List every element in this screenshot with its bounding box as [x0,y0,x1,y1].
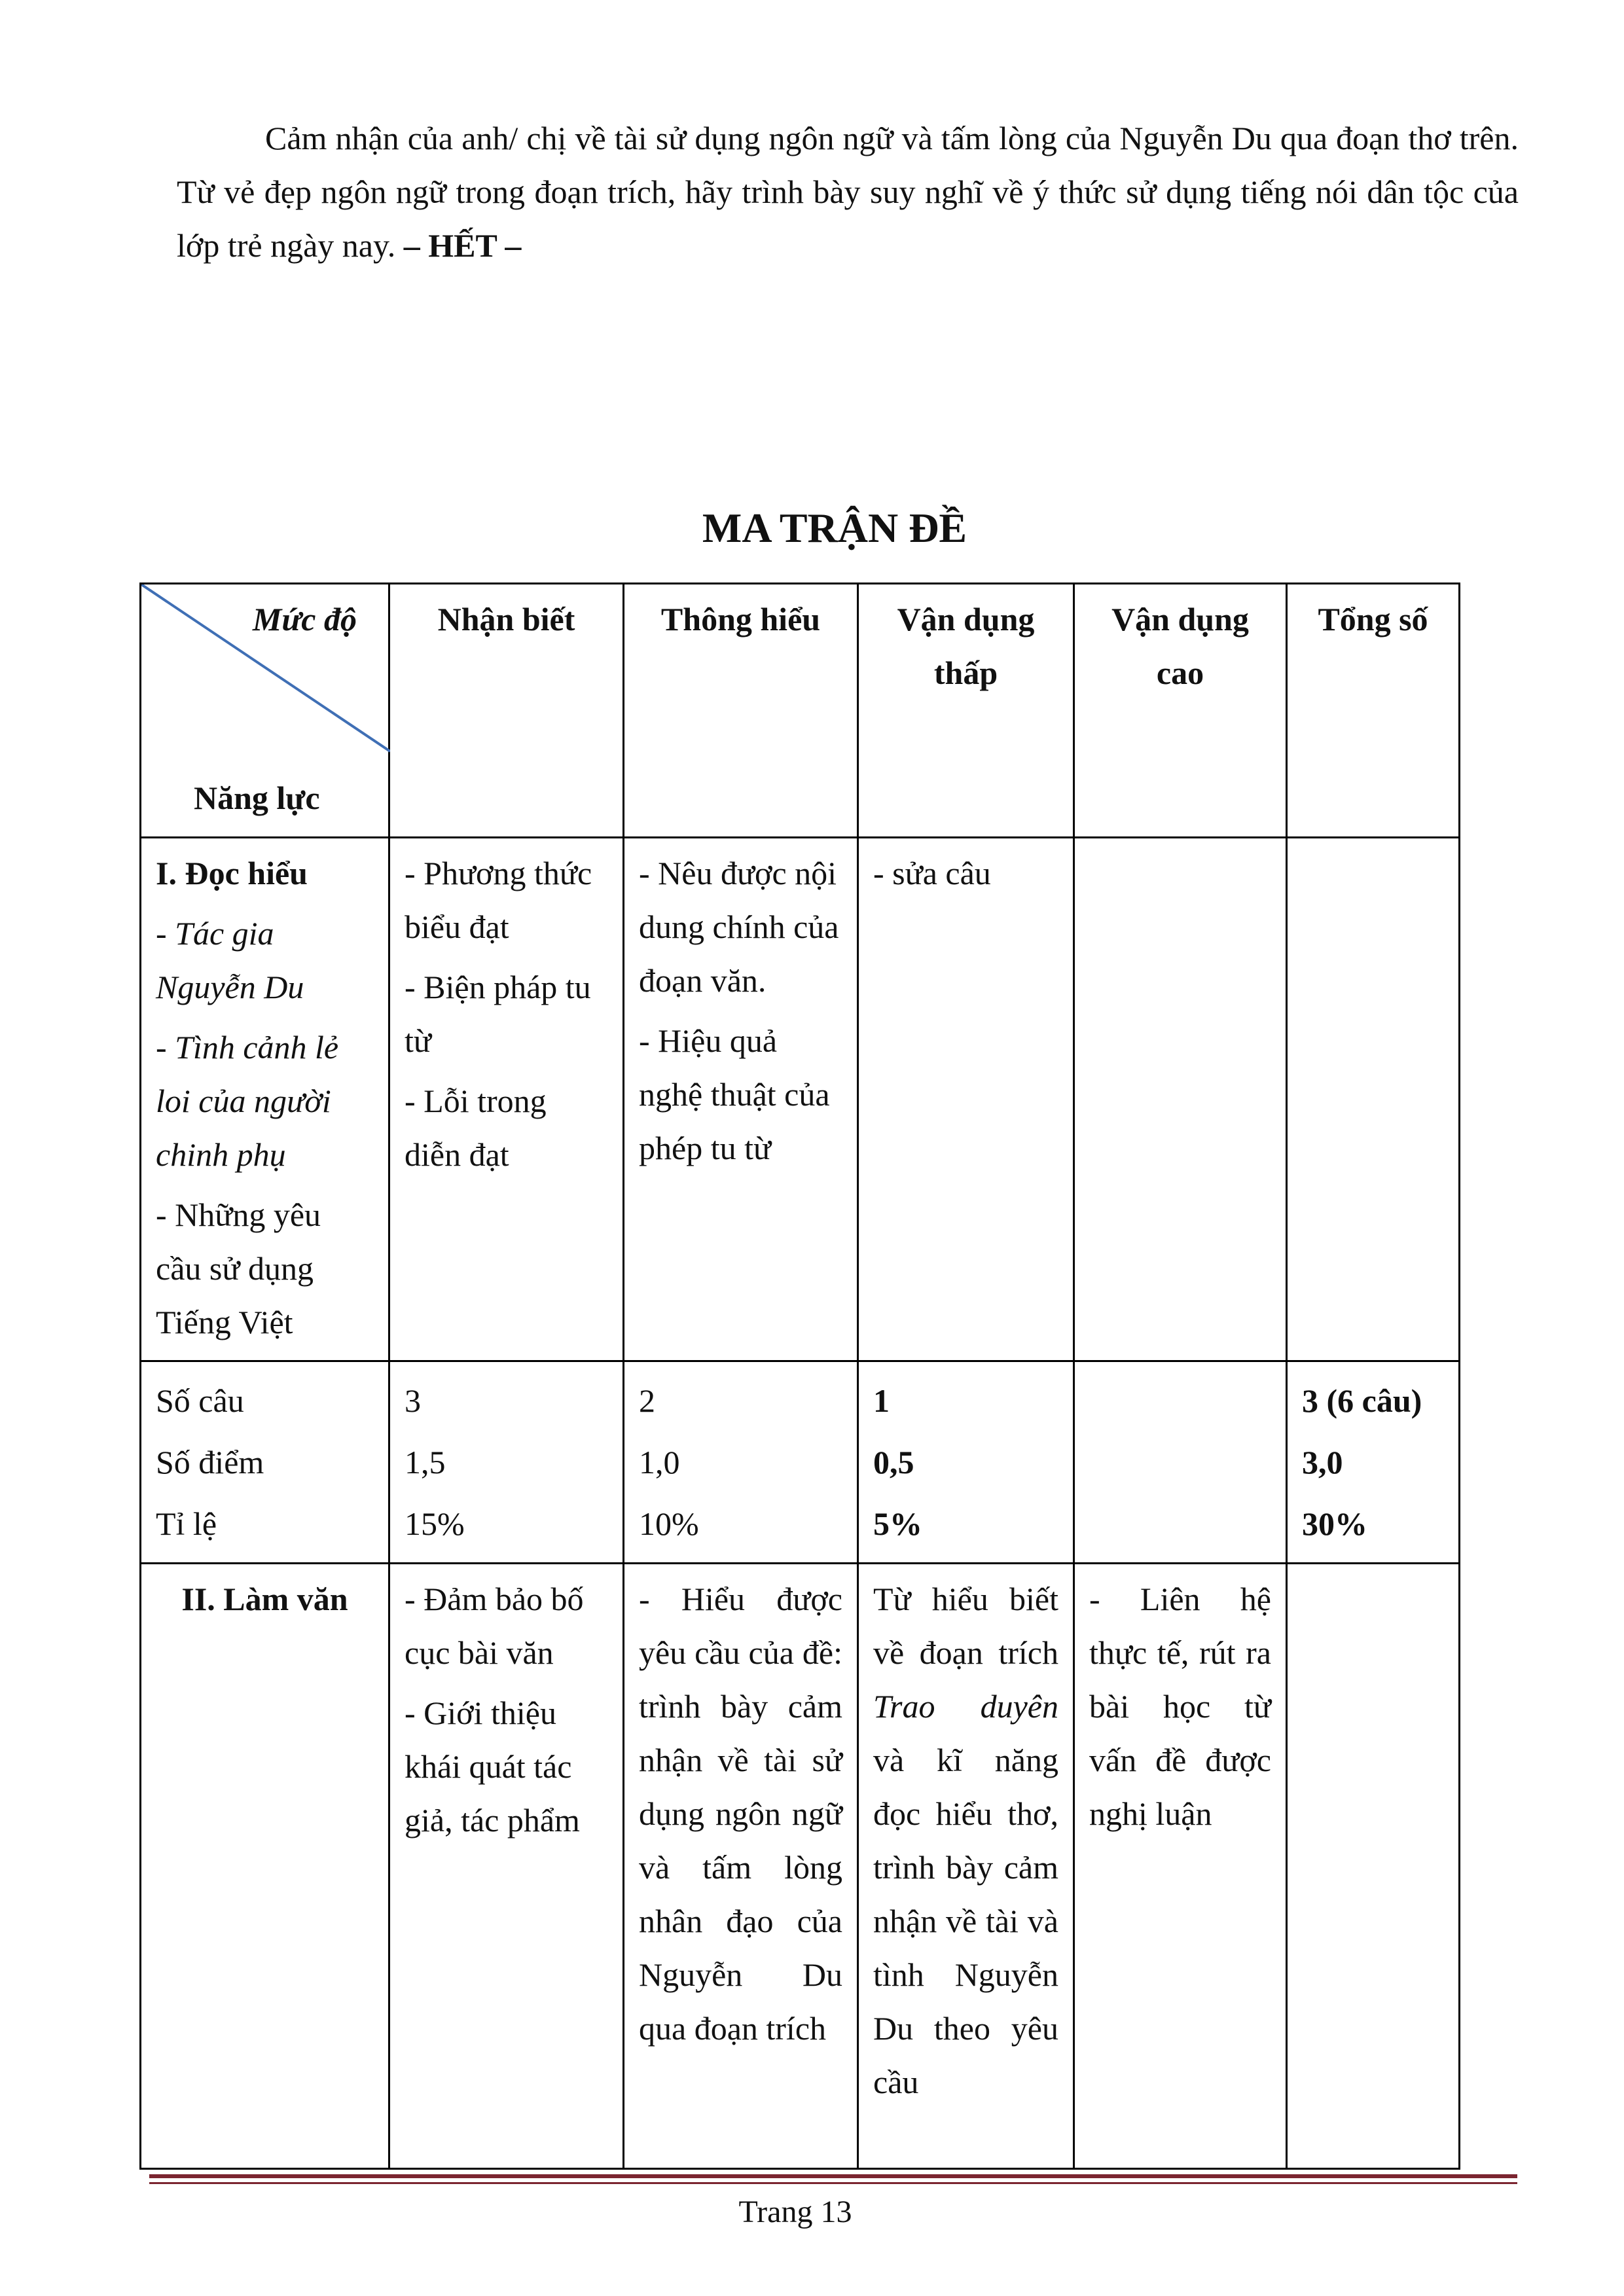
list-item: - Biện pháp tu từ [405,969,591,1059]
cell-doc-hieu-thong-hieu [624,838,858,1361]
matrix-table [139,583,1460,2170]
stat-label: Tỉ lệ [156,1505,217,1542]
section-title-doc-hieu: I. Đọc hiểu [156,855,308,891]
corner-label-level: Mức độ [252,601,357,637]
header-van-dung-cao: Vận dụng cao [1074,584,1287,838]
topic-item: - Tình cảnh lẻ loi của người chinh phụ [156,1029,339,1173]
topic-item: - Những yêu cầu sử dụng Tiếng Việt [156,1196,321,1340]
cell-doc-hieu-tong-so [1287,838,1460,1361]
stat-value: 2 [639,1382,655,1419]
end-mark: – HẾT – [403,227,522,264]
cell-doc-hieu-van-dung-thap [858,838,1074,1361]
cell-lam-van-nhan-biet [389,1564,624,2169]
cell-stats-thong-hieu [624,1361,858,1564]
stat-value: 30% [1302,1505,1367,1542]
stat-value: 0,5 [873,1444,914,1480]
stat-value: 15% [405,1505,465,1542]
cell-doc-hieu-nhan-biet [389,838,624,1361]
cell-stats-van-dung-thap [858,1361,1074,1564]
page-number: Trang 13 [738,2195,852,2229]
stat-value: 1 [873,1382,890,1419]
cell-lam-van-thong-hieu: - Hiểu được yêu cầu của đề: trình bày cảm nhận về tài sử dụng ngôn ngữ và tấm lòng nhân đạo của Nguyễn Du qua đoạn trích [624,1564,858,2169]
list-item: - sửa câu [873,855,991,891]
cell-stats-van-dung-cao [1074,1361,1287,1564]
row-doc-hieu [141,838,1460,1361]
stat-value: 1,5 [405,1444,446,1480]
header-thong-hieu: Thông hiểu [624,584,858,838]
cell-lam-van-van-dung-thap [858,1564,1074,2169]
cell-stats-tong-so [1287,1361,1460,1564]
stat-value: 1,0 [639,1444,680,1480]
topic-item: - Tác gia Nguyễn Du [156,915,304,1005]
footer-rule [149,2174,1517,2178]
row-lam-van [141,1564,1460,2169]
list-item: - Phương thức biểu đạt [405,855,592,945]
stat-label: Số câu [156,1382,244,1419]
corner-label-competence: Năng lực [194,780,320,816]
list-item: - Lỗi trong diễn đạt [405,1083,547,1173]
row-stats [141,1361,1460,1564]
cell-stats-labels [141,1361,389,1564]
section-title-lam-van: II. Làm văn [141,1564,389,2169]
cell-doc-hieu-topics [141,838,389,1361]
text-part: Từ hiểu biết về đoạn trích [873,1581,1058,1671]
intro-paragraph [177,111,1519,272]
work-title: Trao duyên [873,1688,1058,1725]
cell-lam-van-tong-so [1287,1564,1460,2169]
list-item: - Hiệu quả nghệ thuật của phép tu từ [639,1022,830,1166]
header-nhan-biet: Nhận biết [389,584,624,838]
text-part: và kĩ năng đọc hiểu thơ, trình bày cảm nhận về tài và tình Nguyễn Du theo yêu cầu [873,1742,1058,2100]
stat-value: 3 (6 câu) [1302,1382,1422,1419]
list-item: - Giới thiệu khái quát tác giả, tác phẩm [405,1695,580,1839]
list-item: - Đảm bảo bố cục bài văn [405,1581,584,1671]
footer-rule-thin [149,2182,1517,2184]
intro-text: Cảm nhận của anh/ chị về tài sử dụng ngôn ngữ và tấm lòng của Nguyễn Du qua đoạn thơ trên. Từ vẻ đẹp ngôn ngữ trong đoạn trích, hãy trình bày suy nghĩ về ý thức sử dụng tiếng nói dân tộc của lớp trẻ ngày nay. [177,120,1519,264]
header-tong-so: Tổng số [1287,584,1460,838]
header-van-dung-thap: Vận dụng thấp [858,584,1074,838]
page-title: MA TRẬN ĐỀ [702,505,967,551]
stat-value: 5% [873,1505,922,1542]
corner-cell [141,584,389,838]
cell-stats-nhan-biet [389,1361,624,1564]
stat-value: 3,0 [1302,1444,1343,1480]
header-row [141,584,1460,838]
stat-value: 3 [405,1382,421,1419]
stat-label: Số điểm [156,1444,264,1480]
list-item: - Nêu được nội dung chính của đoạn văn. [639,855,839,999]
cell-lam-van-van-dung-cao: - Liên hệ thực tế, rút ra bài học từ vấn đề được nghị luận [1074,1564,1287,2169]
stat-value: 10% [639,1505,699,1542]
cell-doc-hieu-van-dung-cao [1074,838,1287,1361]
